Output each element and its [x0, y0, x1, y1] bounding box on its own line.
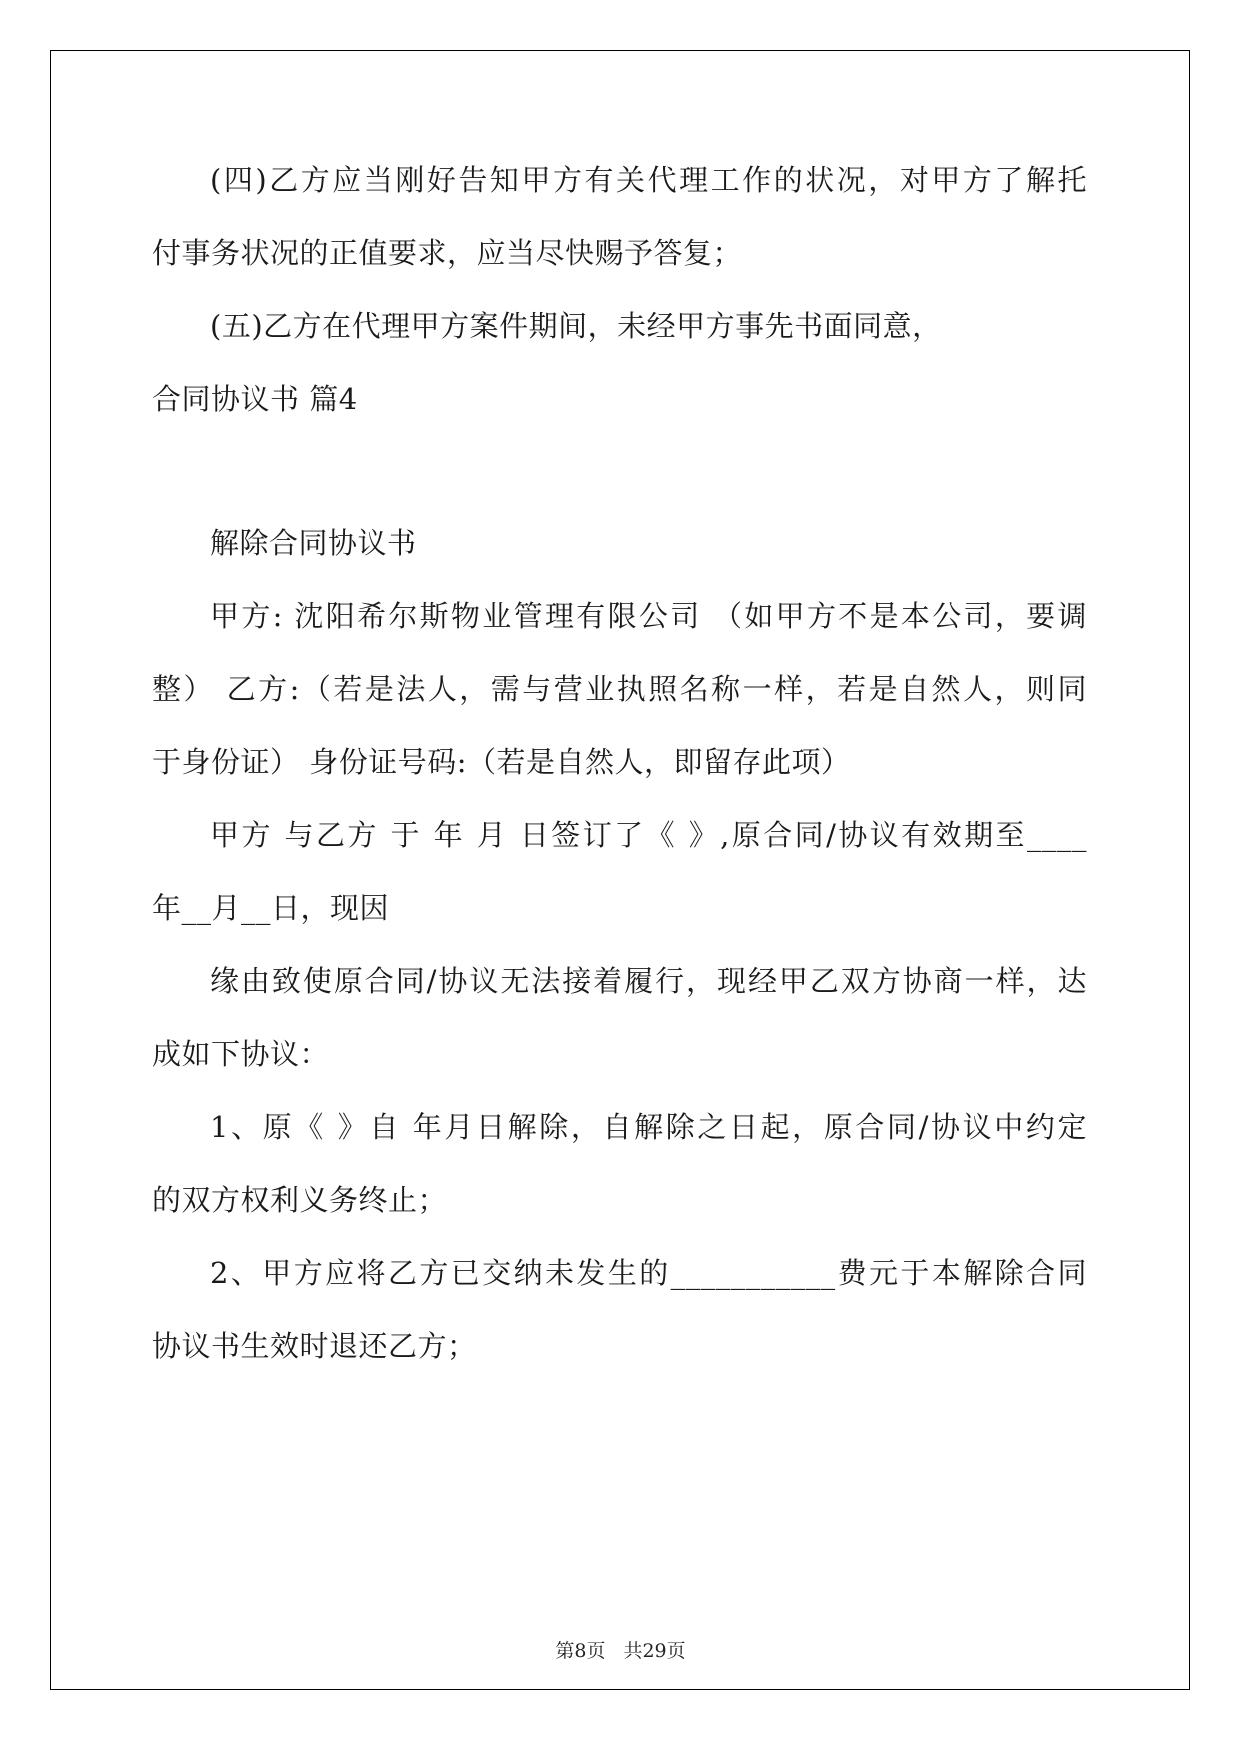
paragraph-line: 协议书生效时退还乙方；: [152, 1329, 477, 1363]
page-total: 共29页: [623, 1640, 686, 1662]
paragraph-line: 成如下协议：: [152, 1037, 330, 1071]
paragraph-line: (五)乙方在代理甲方案件期间，未经甲方事先书面同意，: [210, 309, 942, 343]
document-title: 解除合同协议书: [210, 526, 417, 560]
paragraph-line: 整） 乙方:（若是法人，需与营业执照名称一样，若是自然人，则同: [152, 672, 1087, 706]
paragraph-line: 甲方: 沈阳希尔斯物业管理有限公司 （如甲方不是本公司，要调: [210, 599, 1087, 633]
paragraph-line: 于身份证） 身份证号码:（若是自然人，即留存此项）: [152, 745, 851, 779]
paragraph-line: 的双方权利义务终止；: [152, 1183, 448, 1217]
section-heading: 合同协议书 篇4: [152, 382, 358, 416]
paragraph-line: 1、原《 》自 年月日解除，自解除之日起，原合同/协议中约定: [210, 1110, 1087, 1144]
page-frame: [50, 50, 1190, 1690]
paragraph-line: 甲方 与乙方 于 年 月 日签订了《 》,原合同/协议有效期至____: [210, 818, 1087, 852]
paragraph-line: (四)乙方应当刚好告知甲方有关代理工作的状况，对甲方了解托: [210, 163, 1087, 197]
paragraph-line: 付事务状况的正值要求，应当尽快赐予答复；: [152, 236, 743, 270]
page-number: 第8页: [555, 1640, 606, 1662]
paragraph-line: 缘由致使原合同/协议无法接着履行，现经甲乙双方协商一样，达: [210, 964, 1087, 998]
page-footer: [0, 1636, 1241, 1663]
paragraph-line: 2、甲方应将乙方已交纳未发生的___________费元于本解除合同: [210, 1256, 1087, 1290]
paragraph-line: 年__月__日，现因: [152, 891, 390, 925]
